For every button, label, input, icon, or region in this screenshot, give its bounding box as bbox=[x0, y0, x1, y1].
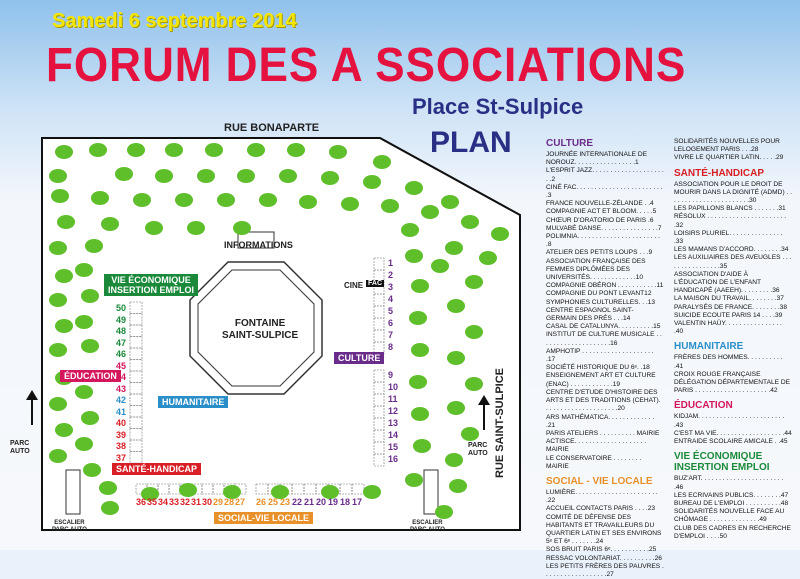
legend-item: COMITÉ DE DÉFENSE DES HABITANTS ET TRAVAILLEURS DU QUARTIER LATIN ET SES ENVIRONS 5ᵉ ET 6ᵉ . . . . . . .24 bbox=[546, 513, 662, 546]
legend-item: CASAL DE CATALUNYA. . . . . . . . . .15 bbox=[546, 323, 661, 331]
legend-column-2 bbox=[674, 138, 792, 541]
legend-item: FRANCE NOUVELLE-ZÉLANDE . .4 bbox=[546, 200, 654, 208]
stand-number: 26 bbox=[256, 497, 267, 507]
cine-label: CINE bbox=[344, 281, 364, 290]
stand-number: 4 bbox=[388, 294, 394, 304]
legend-section-title: ÉDUCATION bbox=[674, 400, 733, 412]
stand-number: 15 bbox=[388, 442, 399, 452]
legend-item: COMPAGNIE ACT ET BLOOM. . . . .5 bbox=[546, 208, 657, 216]
legend-item: ENTRAIDE SCOLAIRE AMICALE . .45 bbox=[674, 438, 788, 446]
stand-number: 32 bbox=[180, 497, 191, 507]
stand-number: 50 bbox=[116, 303, 127, 313]
legend-item: CLUB DES CADRES EN RECHERCHE D'EMPLOI . . . .50 bbox=[674, 524, 791, 540]
tree-icon bbox=[85, 239, 103, 253]
tree-icon bbox=[55, 145, 73, 159]
tree-icon bbox=[445, 241, 463, 255]
legend-item: LA MAISON DU TRAVAIL. . . . . . . .37 bbox=[674, 295, 784, 303]
legend-item: VALENTIN HAÜY. . . . . . . . . . . . . . . . .40 bbox=[674, 320, 782, 336]
legend-item: ACTISCE. . . . . . . . . . . . . . . . . . . . MAIRIE bbox=[546, 438, 647, 454]
fac-badge: FAC bbox=[368, 280, 382, 287]
place-label: Place St-Sulpice bbox=[412, 94, 584, 119]
tree-icon bbox=[81, 411, 99, 425]
tree-icon bbox=[75, 437, 93, 451]
tree-icon bbox=[287, 143, 305, 157]
tree-icon bbox=[421, 205, 439, 219]
legend-item: ACCUEIL CONTACTS PARIS . . . .23 bbox=[546, 505, 656, 513]
tree-icon bbox=[491, 227, 509, 241]
legend-item: LOISIRS PLURIEL. . . . . . . . . . . . . . . .33 bbox=[674, 229, 783, 246]
legend-item: SOCIÉTÉ HISTORIQUE DU 6ᵉ. .18 bbox=[546, 364, 650, 372]
stand-number: 11 bbox=[388, 394, 398, 404]
tree-icon bbox=[411, 279, 429, 293]
tree-icon bbox=[329, 145, 347, 159]
tree-icon bbox=[75, 385, 93, 399]
tree-icon bbox=[373, 155, 391, 169]
tree-icon bbox=[461, 427, 479, 441]
stand-number: 1 bbox=[388, 258, 394, 268]
legend-item: FRÈRES DES HOMMES. . . . . . . . . . .41 bbox=[674, 354, 783, 370]
zone-sante-badge: SANTÉ-HANDICAP bbox=[112, 463, 201, 475]
tree-icon bbox=[381, 199, 399, 213]
tree-icon bbox=[447, 299, 465, 313]
legend-section-title: SANTÉ-HANDICAP bbox=[674, 167, 764, 179]
legend-item: CINÉ FAC. . . . . . . . . . . . . . . . . . . . . . . . .3 bbox=[546, 183, 663, 200]
arrow-up-left-icon bbox=[26, 390, 38, 425]
tree-icon bbox=[465, 377, 483, 391]
legend-item: LES PAPILLONS BLANCS . . . . . . .31 bbox=[674, 205, 786, 213]
tree-icon bbox=[441, 195, 459, 209]
tree-icon bbox=[115, 167, 133, 181]
tree-icon bbox=[431, 259, 449, 273]
stand-number: 22 bbox=[292, 497, 303, 507]
tree-icon bbox=[409, 311, 427, 325]
tree-icon bbox=[165, 143, 183, 157]
legend-item: CENTRE ESPAGNOL SAINT-GERMAIN DES PRÉS . . .14 bbox=[546, 306, 634, 323]
stand-number: 49 bbox=[116, 314, 127, 325]
tree-icon bbox=[55, 423, 73, 437]
tree-icon bbox=[187, 221, 205, 235]
stand-number: 25 bbox=[268, 497, 279, 507]
stand-number: 19 bbox=[328, 497, 339, 507]
stand-number: 30 bbox=[202, 497, 213, 507]
legend-section-title: HUMANITAIRE bbox=[674, 341, 744, 353]
legend-item: LE CONSERVATOIRE . . . . . . . . MAIRIE bbox=[546, 454, 642, 470]
stand-number: 12 bbox=[388, 406, 399, 416]
stand-number: 45 bbox=[116, 360, 127, 371]
stand-number: 42 bbox=[116, 395, 127, 405]
tree-icon bbox=[55, 269, 73, 283]
legend-item: C'EST MA VIE. . . . . . . . . . . . . . . . . . .44 bbox=[674, 429, 792, 437]
zone-culture-badge: CULTURE bbox=[334, 352, 384, 364]
tree-icon bbox=[363, 175, 381, 189]
legend-item: LES ECRIVAINS PUBLICS. . . . . . . .47 bbox=[674, 491, 789, 499]
legend-item: CENTRE D'ETUDE D'HISTOIRE DES ARTS ET DES TRADITIONS (CEHAT). . . . . . . . . . . . . . . . . . . . .20 bbox=[546, 388, 661, 413]
tree-icon bbox=[49, 293, 67, 307]
tree-icon bbox=[51, 189, 69, 203]
tree-icon bbox=[155, 169, 173, 183]
stand-number: 36 bbox=[136, 497, 147, 507]
stand-number: 9 bbox=[388, 370, 394, 380]
legend-item: SOS BRUIT PARIS 6ᵉ. . . . . . . . . . .25 bbox=[546, 546, 657, 554]
legend-item: SUICIDE ECOUTE PARIS 14 . . . .39 bbox=[674, 311, 783, 319]
legend-item: INSTITUT DE CULTURE MUSICALE . . . . . . . . . . . . . . . . . . . .16 bbox=[546, 331, 662, 347]
legend-item: BUREAU DE L'EMPLOI . . . . . . . . . .48 bbox=[674, 499, 789, 507]
tree-icon bbox=[479, 251, 497, 265]
legend-item: RÉSOLUX . . . . . . . . . . . . . . . . . . . . . . .32 bbox=[674, 213, 787, 229]
stand-number: 34 bbox=[158, 497, 169, 507]
tree-icon bbox=[447, 401, 465, 415]
tree-icon bbox=[49, 241, 67, 255]
tree-icon bbox=[133, 193, 151, 207]
legend-item: MULVABÉ DANSE. . . . . . . . . . . . . . . .7 bbox=[546, 224, 662, 232]
stand-number: 3 bbox=[388, 282, 394, 292]
stand-number: 28 bbox=[224, 497, 235, 507]
tree-icon bbox=[145, 221, 163, 235]
legend-section-title: SOCIAL - VIE LOCALE bbox=[546, 475, 653, 487]
zone-vie-eco-badge: VIE ÉCONOMIQUE INSERTION EMPLOI bbox=[104, 274, 198, 296]
stand-number: 7 bbox=[388, 330, 394, 340]
escalier-left-label: ESCALIER PARC AUTO bbox=[52, 520, 87, 533]
stand-number: 35 bbox=[147, 497, 158, 507]
tree-icon bbox=[465, 275, 483, 289]
tree-icon bbox=[259, 193, 277, 207]
legend-item: ATELIER DES PETITS LOUPS . . .9 bbox=[546, 249, 653, 257]
stand-number: 21 bbox=[304, 497, 315, 507]
legend-item: L'ESPRIT JAZZ. . . . . . . . . . . . . . . . . . . . . .2 bbox=[546, 167, 664, 183]
tree-icon bbox=[83, 463, 101, 477]
stand-number: 31 bbox=[191, 497, 202, 507]
stand-number: 44 bbox=[116, 372, 127, 382]
street-right-label: RUE SAINT-SULPICE bbox=[494, 367, 506, 478]
legend-item: SOLIDARITÉS NOUVELLE FACE AU CHÔMAGE . . . . . . . . . . . . . .49 bbox=[674, 508, 785, 524]
legend-item: ENSEIGNEMENT ART ET CULTURE (ENAC) . . . . . . . . . . . .19 bbox=[546, 372, 656, 388]
tree-icon bbox=[409, 375, 427, 389]
legend-item: PARALYSÉS DE FRANCE. . . . . . . .38 bbox=[674, 303, 787, 311]
stand-number: 48 bbox=[116, 326, 127, 336]
tree-icon bbox=[447, 351, 465, 365]
stand-number: 27 bbox=[235, 497, 246, 507]
tree-icon bbox=[279, 169, 297, 183]
legend-item: ARS MATHÉMATICA. . . . . . . . . . . . . .21 bbox=[546, 413, 655, 429]
legend-item: RESSAC VOLONTARIAT. . . . . . . . . .26 bbox=[546, 554, 662, 562]
page-title: FORUM DES A SSOCIATIONS bbox=[46, 39, 687, 92]
plan-label: PLAN bbox=[430, 126, 512, 159]
legend-item: COMPAGNIE OBÉRON . . . . . . . . . . .11 bbox=[546, 282, 664, 290]
stand-number: 2 bbox=[388, 270, 394, 280]
tree-icon bbox=[217, 193, 235, 207]
stand-number: 16 bbox=[388, 454, 399, 464]
legend-item: ASSOCIATION D'AIDE À L'ÉDUCATION DE L'ENFANT HANDICAPÉ (AAEEH). . . . . . . . .36 bbox=[674, 270, 780, 295]
tree-icon bbox=[127, 143, 145, 157]
legend-column-1 bbox=[546, 138, 664, 579]
tree-icon bbox=[75, 263, 93, 277]
stand-number: 13 bbox=[388, 418, 399, 428]
tree-icon bbox=[99, 481, 117, 495]
tree-icon bbox=[205, 143, 223, 157]
tree-icon bbox=[363, 485, 381, 499]
zone-social-badge: SOCIAL-VIE LOCALE bbox=[214, 512, 313, 524]
tree-icon bbox=[49, 397, 67, 411]
stand-number: 18 bbox=[340, 497, 351, 507]
stand-number: 40 bbox=[116, 418, 127, 428]
tree-icon bbox=[299, 195, 317, 209]
street-top-label: RUE BONAPARTE bbox=[224, 122, 320, 134]
legend-item: VIVRE LE QUARTIER LATIN. . . . .29 bbox=[674, 154, 784, 162]
tree-icon bbox=[411, 407, 429, 421]
legend-item: COMPAGNIE DU PONT LEVANT12 bbox=[546, 290, 652, 298]
tree-icon bbox=[341, 197, 359, 211]
tree-icon bbox=[197, 169, 215, 183]
tree-icon bbox=[89, 143, 107, 157]
informations-label: INFORMATIONS bbox=[224, 240, 293, 250]
legend-item: BUZ'ART. . . . . . . . . . . . . . . . . . . . . . . .46 bbox=[674, 475, 784, 491]
tree-icon bbox=[57, 215, 75, 229]
tree-icon bbox=[101, 217, 119, 231]
tree-icon bbox=[91, 191, 109, 205]
tree-icon bbox=[405, 181, 423, 195]
tree-icon bbox=[49, 343, 67, 357]
legend-item: CHŒUR D'ORATORIO DE PARIS .6 bbox=[546, 216, 654, 224]
tree-icon bbox=[237, 169, 255, 183]
stand-number: 29 bbox=[213, 497, 224, 507]
parc-auto-right-label: PARC AUTO bbox=[468, 442, 488, 457]
stand-number: 39 bbox=[116, 429, 127, 440]
stand-number: 33 bbox=[169, 497, 180, 507]
tree-icon bbox=[401, 223, 419, 237]
legend-item: KIDJAM. . . . . . . . . . . . . . . . . . . . . . . . .43 bbox=[674, 413, 785, 429]
legend-item: PARIS ATELIERS . . . . . . . . . . MAIRIE bbox=[546, 429, 660, 437]
tree-icon bbox=[405, 249, 423, 263]
legend-item: SOLIDARITÉS NOUVELLES POUR LELOGEMENT PARIS . . .28 bbox=[674, 138, 780, 154]
stand-number: 38 bbox=[116, 441, 127, 451]
stand-number: 5 bbox=[388, 306, 394, 316]
stand-number: 47 bbox=[116, 337, 127, 348]
tree-icon bbox=[233, 221, 251, 235]
stand-number: 41 bbox=[116, 406, 127, 417]
legend-item: LES PETITS FRÈRES DES PAUVRES . . . . . . . . . . . . . . . . . .27 bbox=[546, 562, 664, 578]
parc-auto-left-label: PARC AUTO bbox=[10, 440, 30, 455]
legend-section-title: VIE ÉCONOMIQUE INSERTION EMPLOI bbox=[674, 451, 770, 474]
tree-icon bbox=[49, 169, 67, 183]
stand-number: 10 bbox=[388, 382, 399, 392]
tree-icon bbox=[75, 315, 93, 329]
tree-icon bbox=[49, 449, 67, 463]
legend-section-title: CULTURE bbox=[546, 138, 594, 149]
tree-icon bbox=[411, 343, 429, 357]
legend-item: SYMPHONIES CULTURELLES. . .13 bbox=[546, 298, 656, 306]
legend-item: POLIMNIA. . . . . . . . . . . . . . . . . . . . . . . .8 bbox=[546, 233, 660, 249]
tree-icon bbox=[405, 473, 423, 487]
stand-number: 20 bbox=[316, 497, 327, 507]
tree-icon bbox=[465, 325, 483, 339]
stand-number: 23 bbox=[280, 497, 291, 507]
stand-number: 43 bbox=[116, 383, 127, 394]
tree-icon bbox=[81, 289, 99, 303]
tree-icon bbox=[55, 319, 73, 333]
tree-icon bbox=[321, 171, 339, 185]
legend-item: LES MAMANS D'ACCORD. . . . . . . .34 bbox=[674, 246, 789, 254]
escalier-right-label: ESCALIER PARC AUTO bbox=[410, 520, 445, 533]
tree-icon bbox=[101, 501, 119, 515]
legend-item: LUMIÈRE. . . . . . . . . . . . . . . . . . . . . . . .22 bbox=[546, 488, 658, 505]
zone-education-badge: ÉDUCATION bbox=[60, 370, 121, 382]
tree-icon bbox=[179, 483, 197, 497]
tree-icon bbox=[449, 479, 467, 493]
stand-number: 46 bbox=[116, 349, 127, 359]
tree-icon bbox=[445, 453, 463, 467]
zone-humanitaire-badge: HUMANITAIRE bbox=[158, 396, 228, 408]
tree-icon bbox=[461, 215, 479, 229]
tree-icon bbox=[413, 439, 431, 453]
fountain-label: FONTAINE SAINT-SULPICE bbox=[222, 318, 299, 341]
stand-number: 6 bbox=[388, 318, 394, 328]
tree-icon bbox=[435, 505, 453, 519]
legend-item: CROIX ROUGE FRANÇAISE DÉLÉGATION DÉPARTEMENTALE DE PARIS . . . . . . . . . . . . . . . . . . . . .42 bbox=[674, 370, 791, 395]
tree-icon bbox=[175, 193, 193, 207]
tree-icon bbox=[247, 143, 265, 157]
stand-number: 37 bbox=[116, 452, 127, 463]
legend-item: JOURNÉE INTERNATIONALE DE NOROUZ. . . . . . . . . . . . . . . . .1 bbox=[546, 151, 647, 167]
stand-number: 17 bbox=[352, 497, 363, 507]
legend-item: LES AUXILIAIRES DES AVEUGLES . . . . . . . . . . . . . . . .35 bbox=[674, 254, 792, 270]
legend-item: ASSOCIATION POUR LE DROIT DE MOURIR DANS LA DIGNITÉ (ADMD) . . . . . . . . . . . . . . . . . . . . . . .30 bbox=[674, 180, 792, 205]
stand-number: 8 bbox=[388, 342, 394, 352]
event-date: Samedi 6 septembre 2014 bbox=[52, 10, 297, 32]
legend-item: ASSOCIATION FRANÇAISE DES FEMMES DIPLÔMÉES DES UNIVERSITÉS. . . . . . . . . . . . .10 bbox=[546, 257, 646, 282]
stand-number: 14 bbox=[388, 430, 399, 440]
legend-item: AMPHOTIP . . . . . . . . . . . . . . . . . . . . .17 bbox=[546, 347, 654, 364]
tree-icon bbox=[81, 339, 99, 353]
